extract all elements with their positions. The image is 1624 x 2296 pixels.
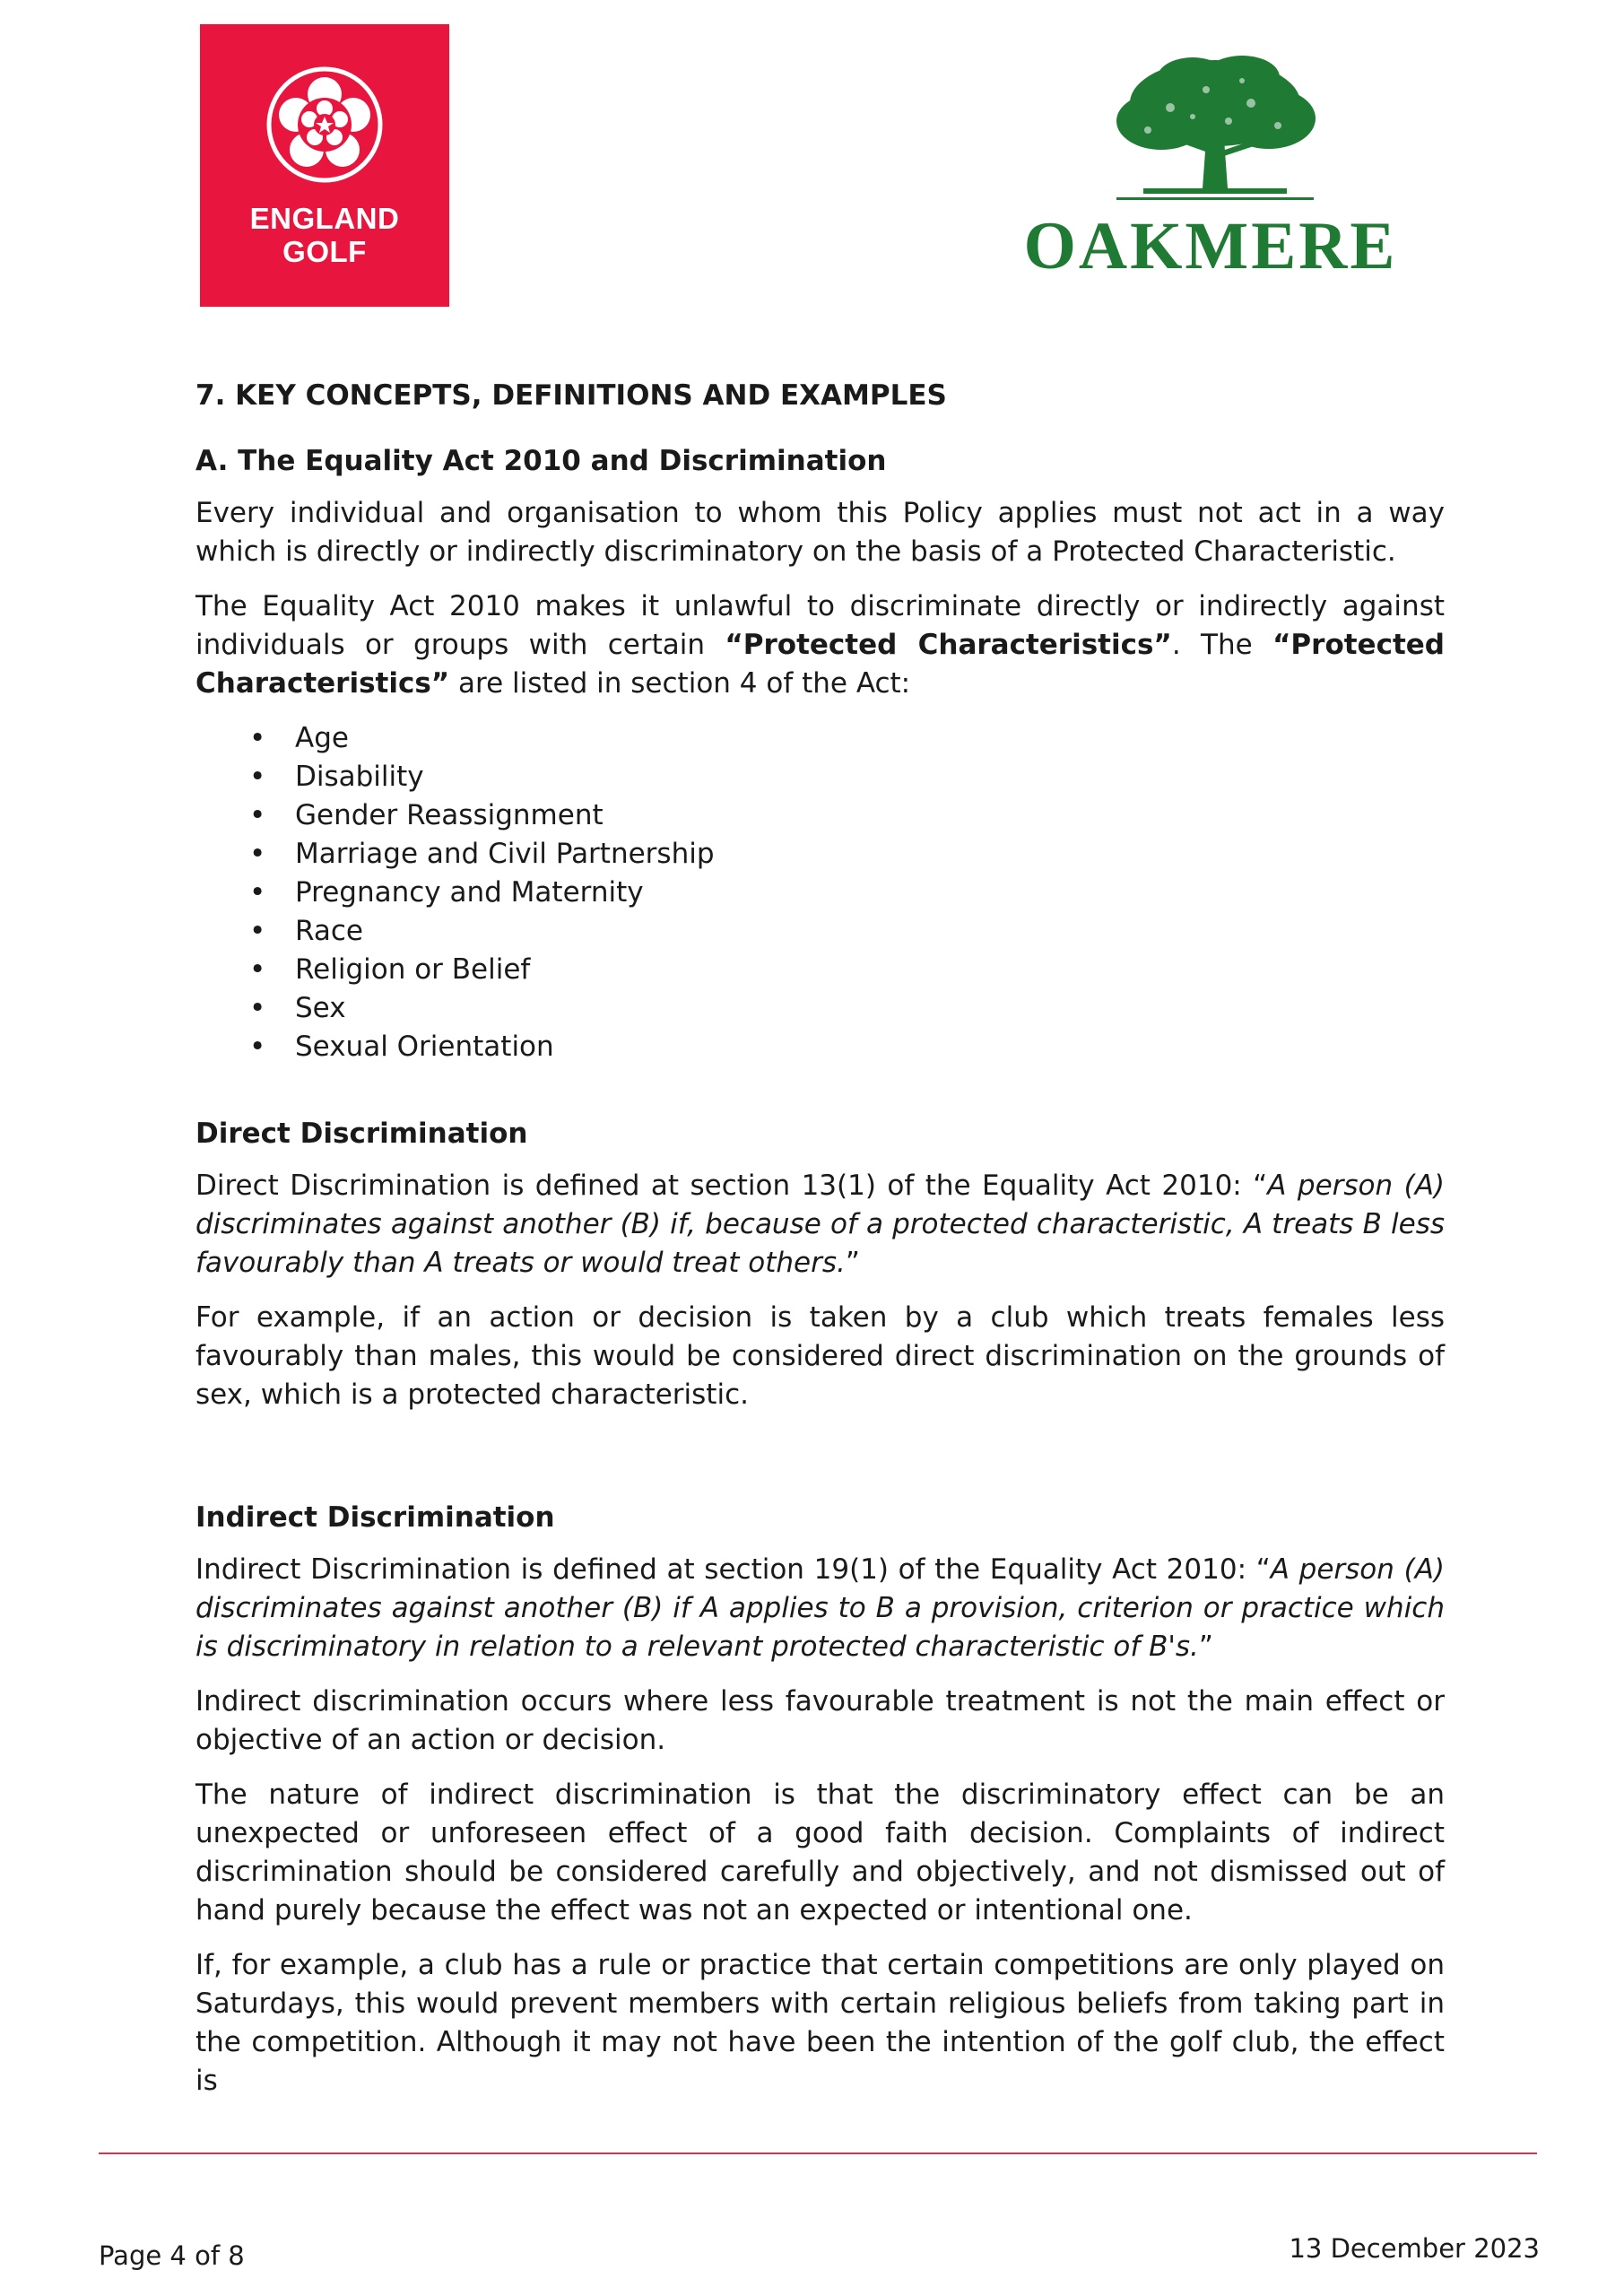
list-item-label: Marriage and Civil Partnership xyxy=(295,838,715,870)
equality-act-text-3: are listed in section 4 of the Act: xyxy=(449,667,911,700)
oakmere-logo xyxy=(1000,54,1421,287)
bullet-icon: • xyxy=(249,992,266,1024)
rose-emblem-icon xyxy=(265,65,385,185)
indirect-paragraph-2: The nature of indirect discrimination is that the discriminatory effect can be an unexpected or unforeseen effect of a good faith decision. Complaints of indirect discrimination should be considered carefully and objectively, and not dismissed out of hand purely because the effect was not an expected or intentional one. xyxy=(195,1779,1445,1926)
indirect-definition-paragraph xyxy=(195,1551,1445,1666)
england-golf-logo xyxy=(200,24,449,307)
protected-characteristics-term-2: “Protected Characteristics” xyxy=(195,629,1445,700)
list-item xyxy=(195,951,1445,989)
england-golf-line2: GOLF xyxy=(282,235,367,268)
direct-definition-paragraph xyxy=(195,1167,1445,1283)
list-item xyxy=(195,758,1445,796)
list-item xyxy=(195,989,1445,1028)
bullet-icon: • xyxy=(249,799,266,831)
protected-characteristics-list xyxy=(195,719,1445,1066)
protected-characteristics-term: “Protected Characteristics” xyxy=(725,629,1172,661)
list-item xyxy=(195,912,1445,951)
list-item xyxy=(195,796,1445,835)
list-item xyxy=(195,1028,1445,1066)
bullet-icon: • xyxy=(249,876,266,909)
bullet-icon: • xyxy=(249,953,266,986)
bullet-icon: • xyxy=(249,761,266,793)
list-item-label: Gender Reassignment xyxy=(295,799,604,831)
indirect-definition-intro: Indirect Discrimination is defined at section 19(1) of the Equality Act 2010: “ xyxy=(195,1553,1271,1586)
direct-discrimination-heading: Direct Discrimination xyxy=(195,1118,528,1150)
direct-definition-intro: Direct Discrimination is defined at section 13(1) of the Equality Act 2010: “ xyxy=(195,1170,1268,1202)
list-item-label: Disability xyxy=(295,761,424,793)
equality-act-text-1: The Equality Act 2010 makes it unlawful to discriminate directly or indirectly against individuals or groups with certain xyxy=(195,590,1445,661)
oak-tree-icon xyxy=(1107,54,1323,206)
list-item-label: Sex xyxy=(295,992,346,1024)
indirect-definition-quote: A person (A) discriminates against another (B) if A applies to B a provision, criterion or practice which is discriminatory in relation to a relevant protected characteristic of B's. xyxy=(195,1553,1445,1663)
bullet-icon: • xyxy=(249,722,266,754)
list-item xyxy=(195,874,1445,912)
indirect-paragraph-1: Indirect discrimination occurs where less favourable treatment is not the main effect or objective of an action or decision. xyxy=(195,1685,1445,1756)
equality-act-subheading: A. The Equality Act 2010 and Discrimination xyxy=(195,445,887,477)
list-item xyxy=(195,719,1445,758)
indirect-discrimination-heading: Indirect Discrimination xyxy=(195,1501,555,1534)
section-heading: 7. KEY CONCEPTS, DEFINITIONS AND EXAMPLES xyxy=(195,379,947,412)
list-item-label: Religion or Belief xyxy=(295,953,531,986)
bullet-icon: • xyxy=(249,838,266,870)
equality-act-paragraph xyxy=(195,587,1445,703)
bullet-icon: • xyxy=(249,1031,266,1063)
list-item-label: Race xyxy=(295,915,363,947)
list-item xyxy=(195,835,1445,874)
footer-divider xyxy=(99,2152,1537,2154)
england-golf-line1: ENGLAND xyxy=(249,202,400,235)
page-number: Page 4 of 8 xyxy=(99,2240,245,2271)
document-body xyxy=(195,377,1445,2117)
intro-paragraph: Every individual and organisation to whom this Policy applies must not act in a way which is directly or indirectly discriminatory on the basis of a Protected Characteristic. xyxy=(195,497,1445,568)
oakmere-wordmark: OAKMERE xyxy=(1023,209,1398,283)
direct-definition-quote: A person (A) discriminates against another (B) if, because of a protected characteristic, A treats B less favourably than A treats or would treat others. xyxy=(195,1170,1445,1279)
document-date: 13 December 2023 xyxy=(1289,2233,1540,2264)
direct-definition-close: ” xyxy=(845,1247,860,1279)
list-item-label: Age xyxy=(295,722,349,754)
indirect-definition-close: ” xyxy=(1198,1631,1213,1663)
list-item-label: Sexual Orientation xyxy=(295,1031,554,1063)
indirect-paragraph-3: If, for example, a club has a rule or practice that certain competitions are only played on Saturdays, this would prevent members with certain religious beliefs from taking part in the competition. Although it may not have been the intention of the golf club, the effect is xyxy=(195,1949,1445,2097)
equality-act-text-2: . The xyxy=(1171,629,1273,661)
list-item-label: Pregnancy and Maternity xyxy=(295,876,644,909)
bullet-icon: • xyxy=(249,915,266,947)
direct-example-paragraph: For example, if an action or decision is taken by a club which treats females less favourably than males, this would be considered direct discrimination on the grounds of sex, which is a protected characteristic. xyxy=(195,1301,1445,1411)
